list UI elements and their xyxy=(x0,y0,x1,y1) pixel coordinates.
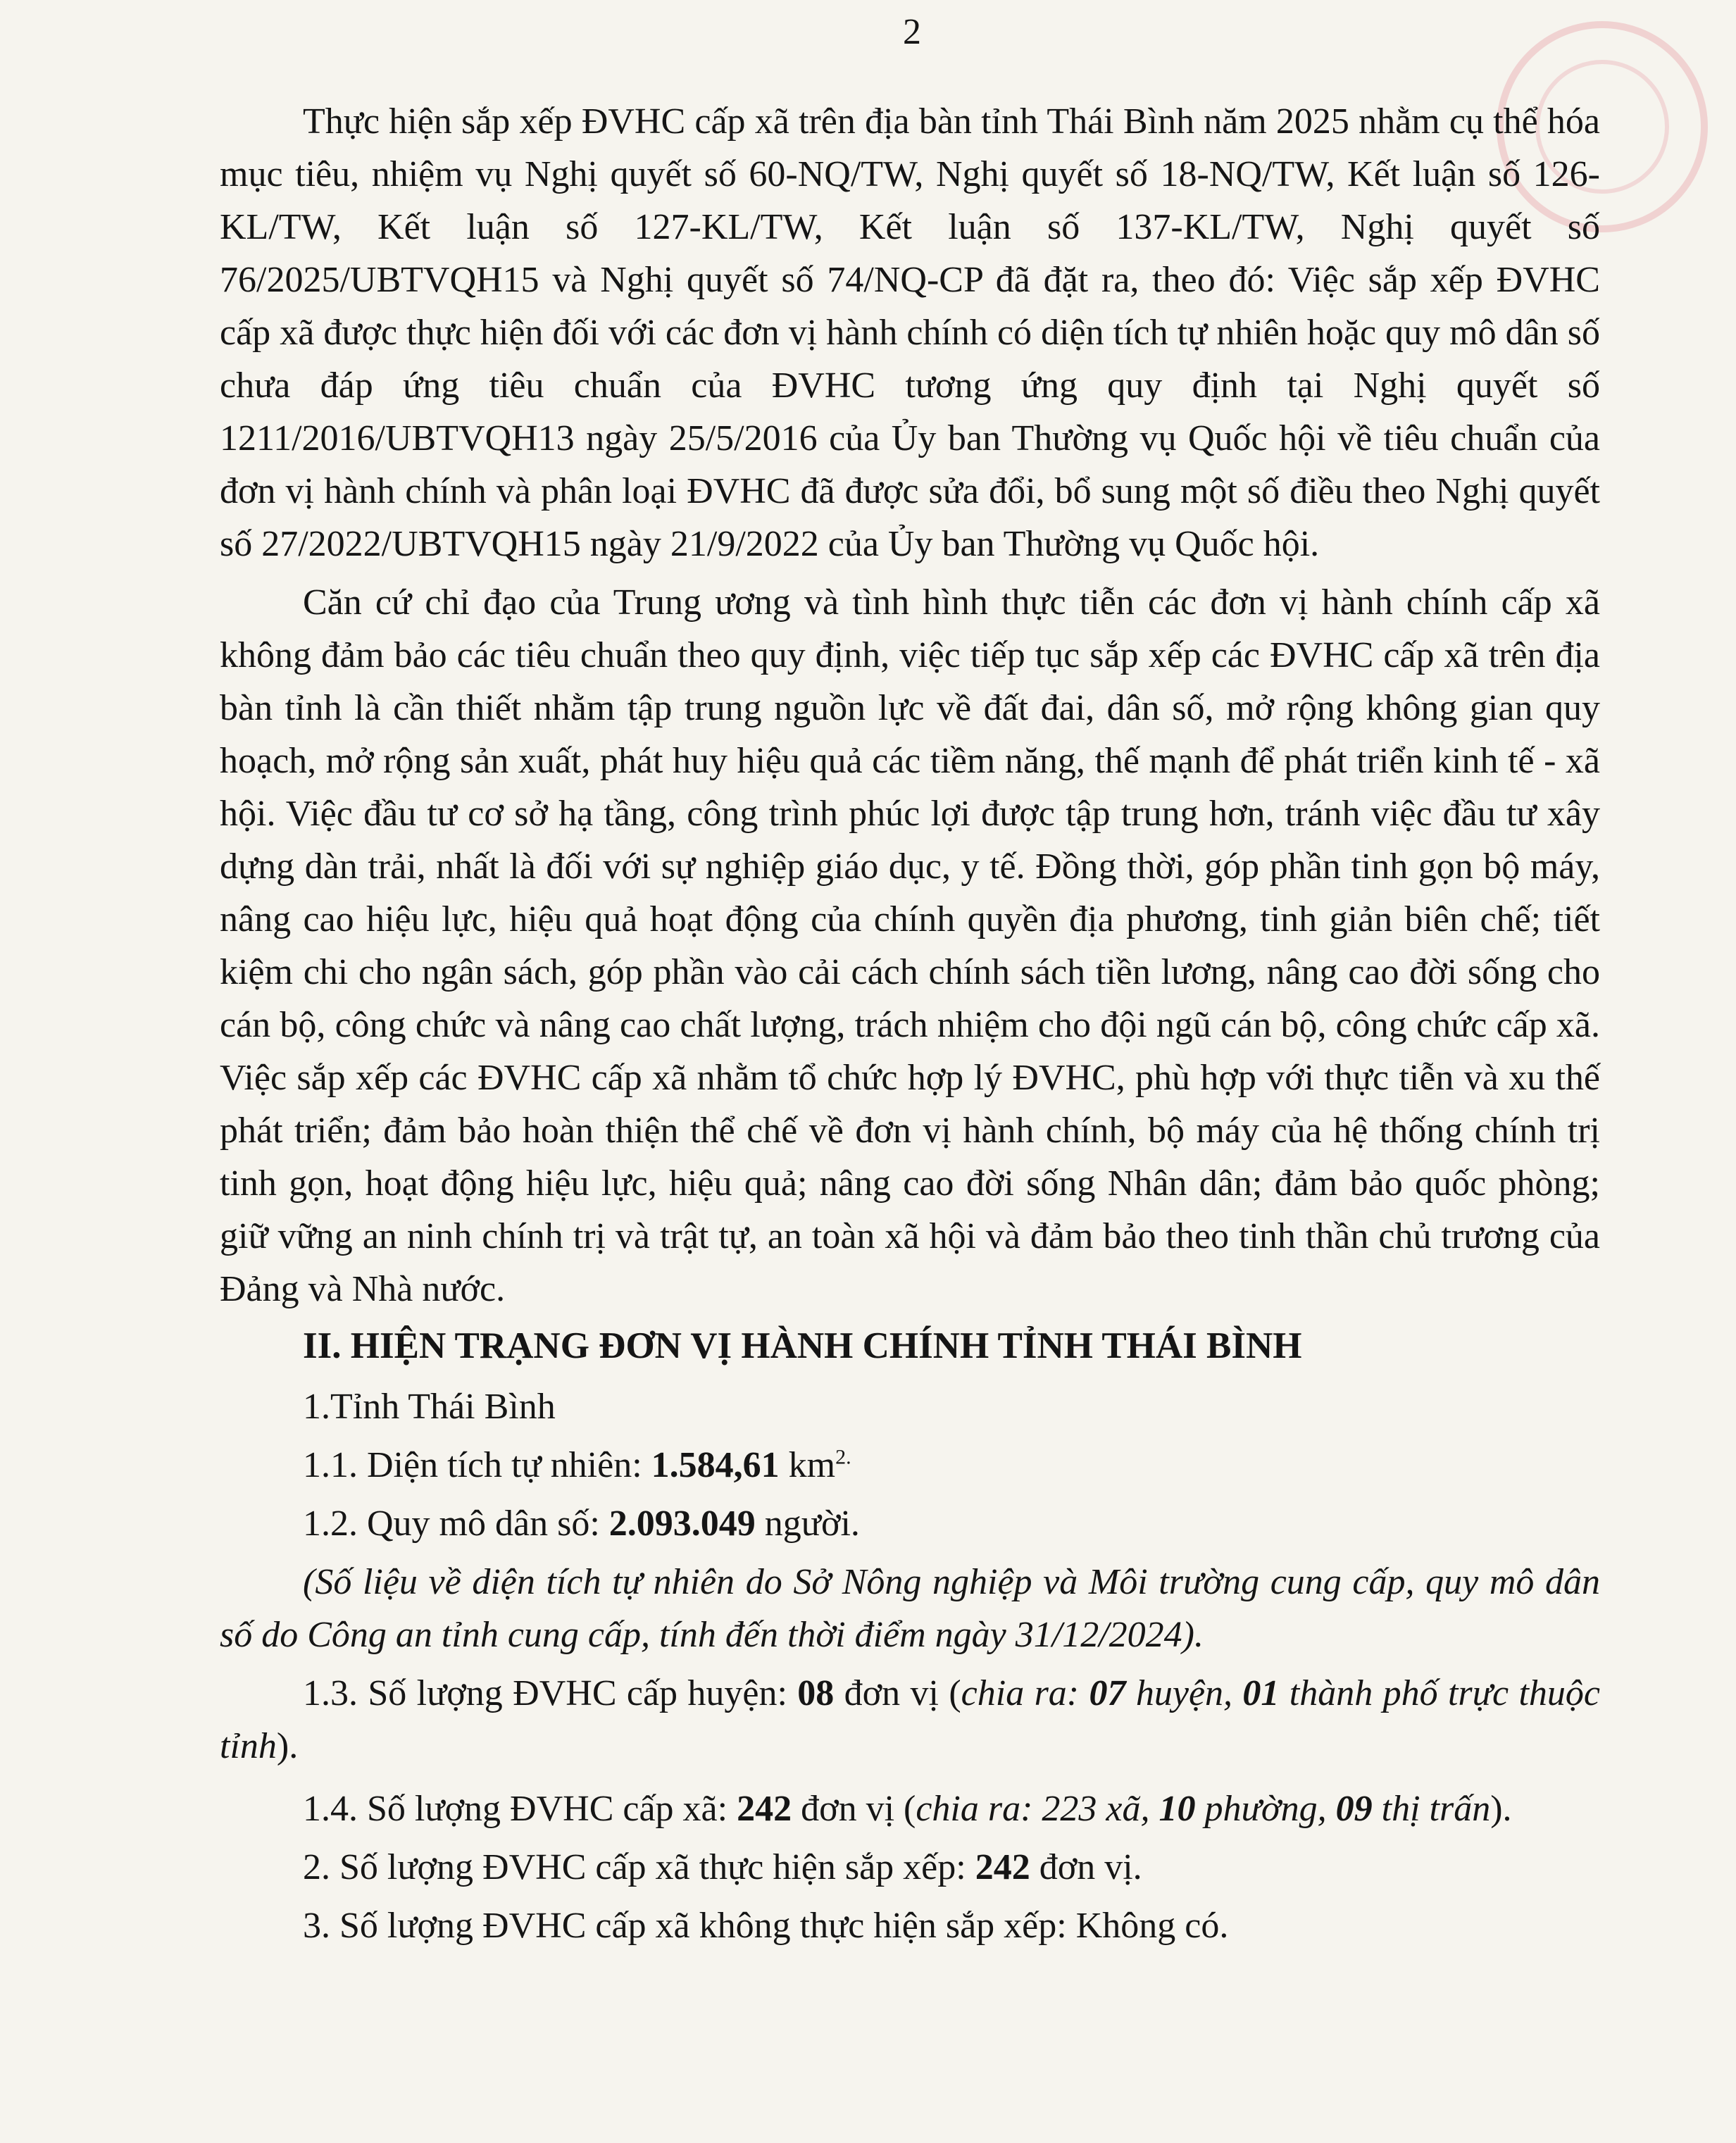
item-1-4-commune-units xyxy=(220,1782,1600,1835)
district-rural-text: huyện, xyxy=(1125,1673,1243,1713)
document-body xyxy=(220,95,1600,1952)
arranged-count: 242 xyxy=(975,1847,1030,1887)
arranged-end: đơn vị. xyxy=(1030,1847,1142,1887)
area-value: 1.584,61 xyxy=(651,1445,780,1485)
district-city-text: thành phố trực thuộc tỉnh xyxy=(220,1673,1600,1766)
area-unit-superscript: 2. xyxy=(835,1445,851,1469)
commune-count-ward: 10 xyxy=(1159,1789,1196,1829)
population-label: 1.2. Quy mô dân số: xyxy=(303,1504,609,1544)
commune-mid: đơn vị ( xyxy=(792,1789,916,1829)
district-count-city: 01 xyxy=(1242,1673,1280,1713)
district-mid: đơn vị ( xyxy=(834,1673,961,1713)
commune-end: ). xyxy=(1490,1789,1512,1829)
commune-chia-label: chia ra: 223 xã, xyxy=(916,1789,1159,1829)
item-3-not-arranged-units: 3. Số lượng ĐVHC cấp xã không thực hiện sắp xếp: Không có. xyxy=(303,1906,1229,1946)
population-unit: người. xyxy=(755,1504,860,1544)
district-count: 08 xyxy=(797,1673,835,1713)
arranged-label: 2. Số lượng ĐVHC cấp xã thực hiện sắp xếp: xyxy=(303,1847,975,1887)
commune-label: 1.4. Số lượng ĐVHC cấp xã: xyxy=(303,1789,737,1829)
district-label: 1.3. Số lượng ĐVHC cấp huyện: xyxy=(303,1673,798,1713)
page-number: 2 xyxy=(903,12,921,52)
item-2-arranged-units xyxy=(220,1841,1600,1894)
section-heading: II. HIỆN TRẠNG ĐƠN VỊ HÀNH CHÍNH TỈNH THÁI BÌNH xyxy=(303,1325,1302,1366)
district-end: ). xyxy=(276,1726,299,1766)
population-value: 2.093.049 xyxy=(608,1504,756,1544)
paragraph-intro: Thực hiện sắp xếp ĐVHC cấp xã trên địa bàn tỉnh Thái Bình năm 2025 nhằm cụ thể hóa mục tiêu, nhiệm vụ Nghị quyết số 60-NQ/TW, Nghị quyết số 18-NQ/TW, Kết luận số 126-KL/TW, Kết luận số 127-KL/TW, Kết luận số 137-KL/TW, Nghị quyết số 76/2025/UBTVQH15 và Nghị quyết số 74/NQ-CP đã đặt ra, theo đó: Việc sắp xếp ĐVHC cấp xã được thực hiện đối với các đơn vị hành chính có diện tích tự nhiên hoặc quy mô dân số chưa đáp ứng tiêu chuẩn của ĐVHC tương ứng quy định tại Nghị quyết số 1211/2016/UBTVQH13 ngày 25/5/2016 của Ủy ban Thường vụ Quốc hội về tiêu chuẩn của đơn vị hành chính và phân loại ĐVHC đã được sửa đổi, bổ sung một số điều theo Nghị quyết số 27/2022/UBTVQH15 ngày 21/9/2022 của Ủy ban Thường vụ Quốc hội. xyxy=(220,101,1600,564)
item-1-3-district-units xyxy=(220,1667,1600,1773)
item-1-province: 1.Tỉnh Thái Bình xyxy=(303,1387,556,1427)
commune-town-text: thị trấn xyxy=(1372,1789,1491,1829)
commune-count-town: 09 xyxy=(1335,1789,1373,1829)
district-count-rural: 07 xyxy=(1089,1673,1126,1713)
item-1-2-population xyxy=(220,1497,1600,1550)
commune-breakdown xyxy=(916,1789,1490,1829)
data-source-note: (Số liệu về diện tích tự nhiên do Sở Nông nghiệp và Môi trường cung cấp, quy mô dân số do Công an tỉnh cung cấp, tính đến thời điểm ngày 31/12/2024). xyxy=(220,1562,1600,1655)
paragraph-rationale: Căn cứ chỉ đạo của Trung ương và tình hình thực tiễn các đơn vị hành chính cấp xã không đảm bảo các tiêu chuẩn theo quy định, việc tiếp tục sắp xếp các ĐVHC cấp xã trên địa bàn tỉnh là cần thiết nhằm tập trung nguồn lực về đất đai, dân số, mở rộng không gian quy hoạch, mở rộng sản xuất, phát huy hiệu quả các tiềm năng, thế mạnh để phát triển kinh tế - xã hội. Việc đầu tư cơ sở hạ tầng, công trình phúc lợi được tập trung hơn, tránh việc đầu tư xây dựng dàn trải, nhất là đối với sự nghiệp giáo dục, y tế. Đồng thời, góp phần tinh gọn bộ máy, nâng cao hiệu lực, hiệu quả hoạt động của chính quyền địa phương, tinh giản biên chế; tiết kiệm chi cho ngân sách, góp phần vào cải cách chính sách tiền lương, nâng cao đời sống cho cán bộ, công chức và nâng cao chất lượng, trách nhiệm cho đội ngũ cán bộ, công chức cấp xã. Việc sắp xếp các ĐVHC cấp xã nhằm tổ chức hợp lý ĐVHC, phù hợp với thực tiễn và xu thế phát triển; đảm bảo hoàn thiện thể chế về đơn vị hành chính, bộ máy của hệ thống chính trị tinh gọn, hoạt động hiệu lực, hiệu quả; nâng cao đời sống Nhân dân; đảm bảo quốc phòng; giữ vững an ninh chính trị và trật tự, an toàn xã hội và đảm bảo theo tinh thần chủ trương của Đảng và Nhà nước. xyxy=(220,582,1600,1309)
district-chia-label: chia ra: xyxy=(961,1673,1089,1713)
area-label: 1.1. Diện tích tự nhiên: xyxy=(303,1445,651,1485)
commune-ward-text: phường, xyxy=(1195,1789,1336,1829)
commune-count: 242 xyxy=(737,1789,792,1829)
area-unit: km xyxy=(779,1445,836,1485)
item-1-1-area xyxy=(220,1439,1600,1492)
